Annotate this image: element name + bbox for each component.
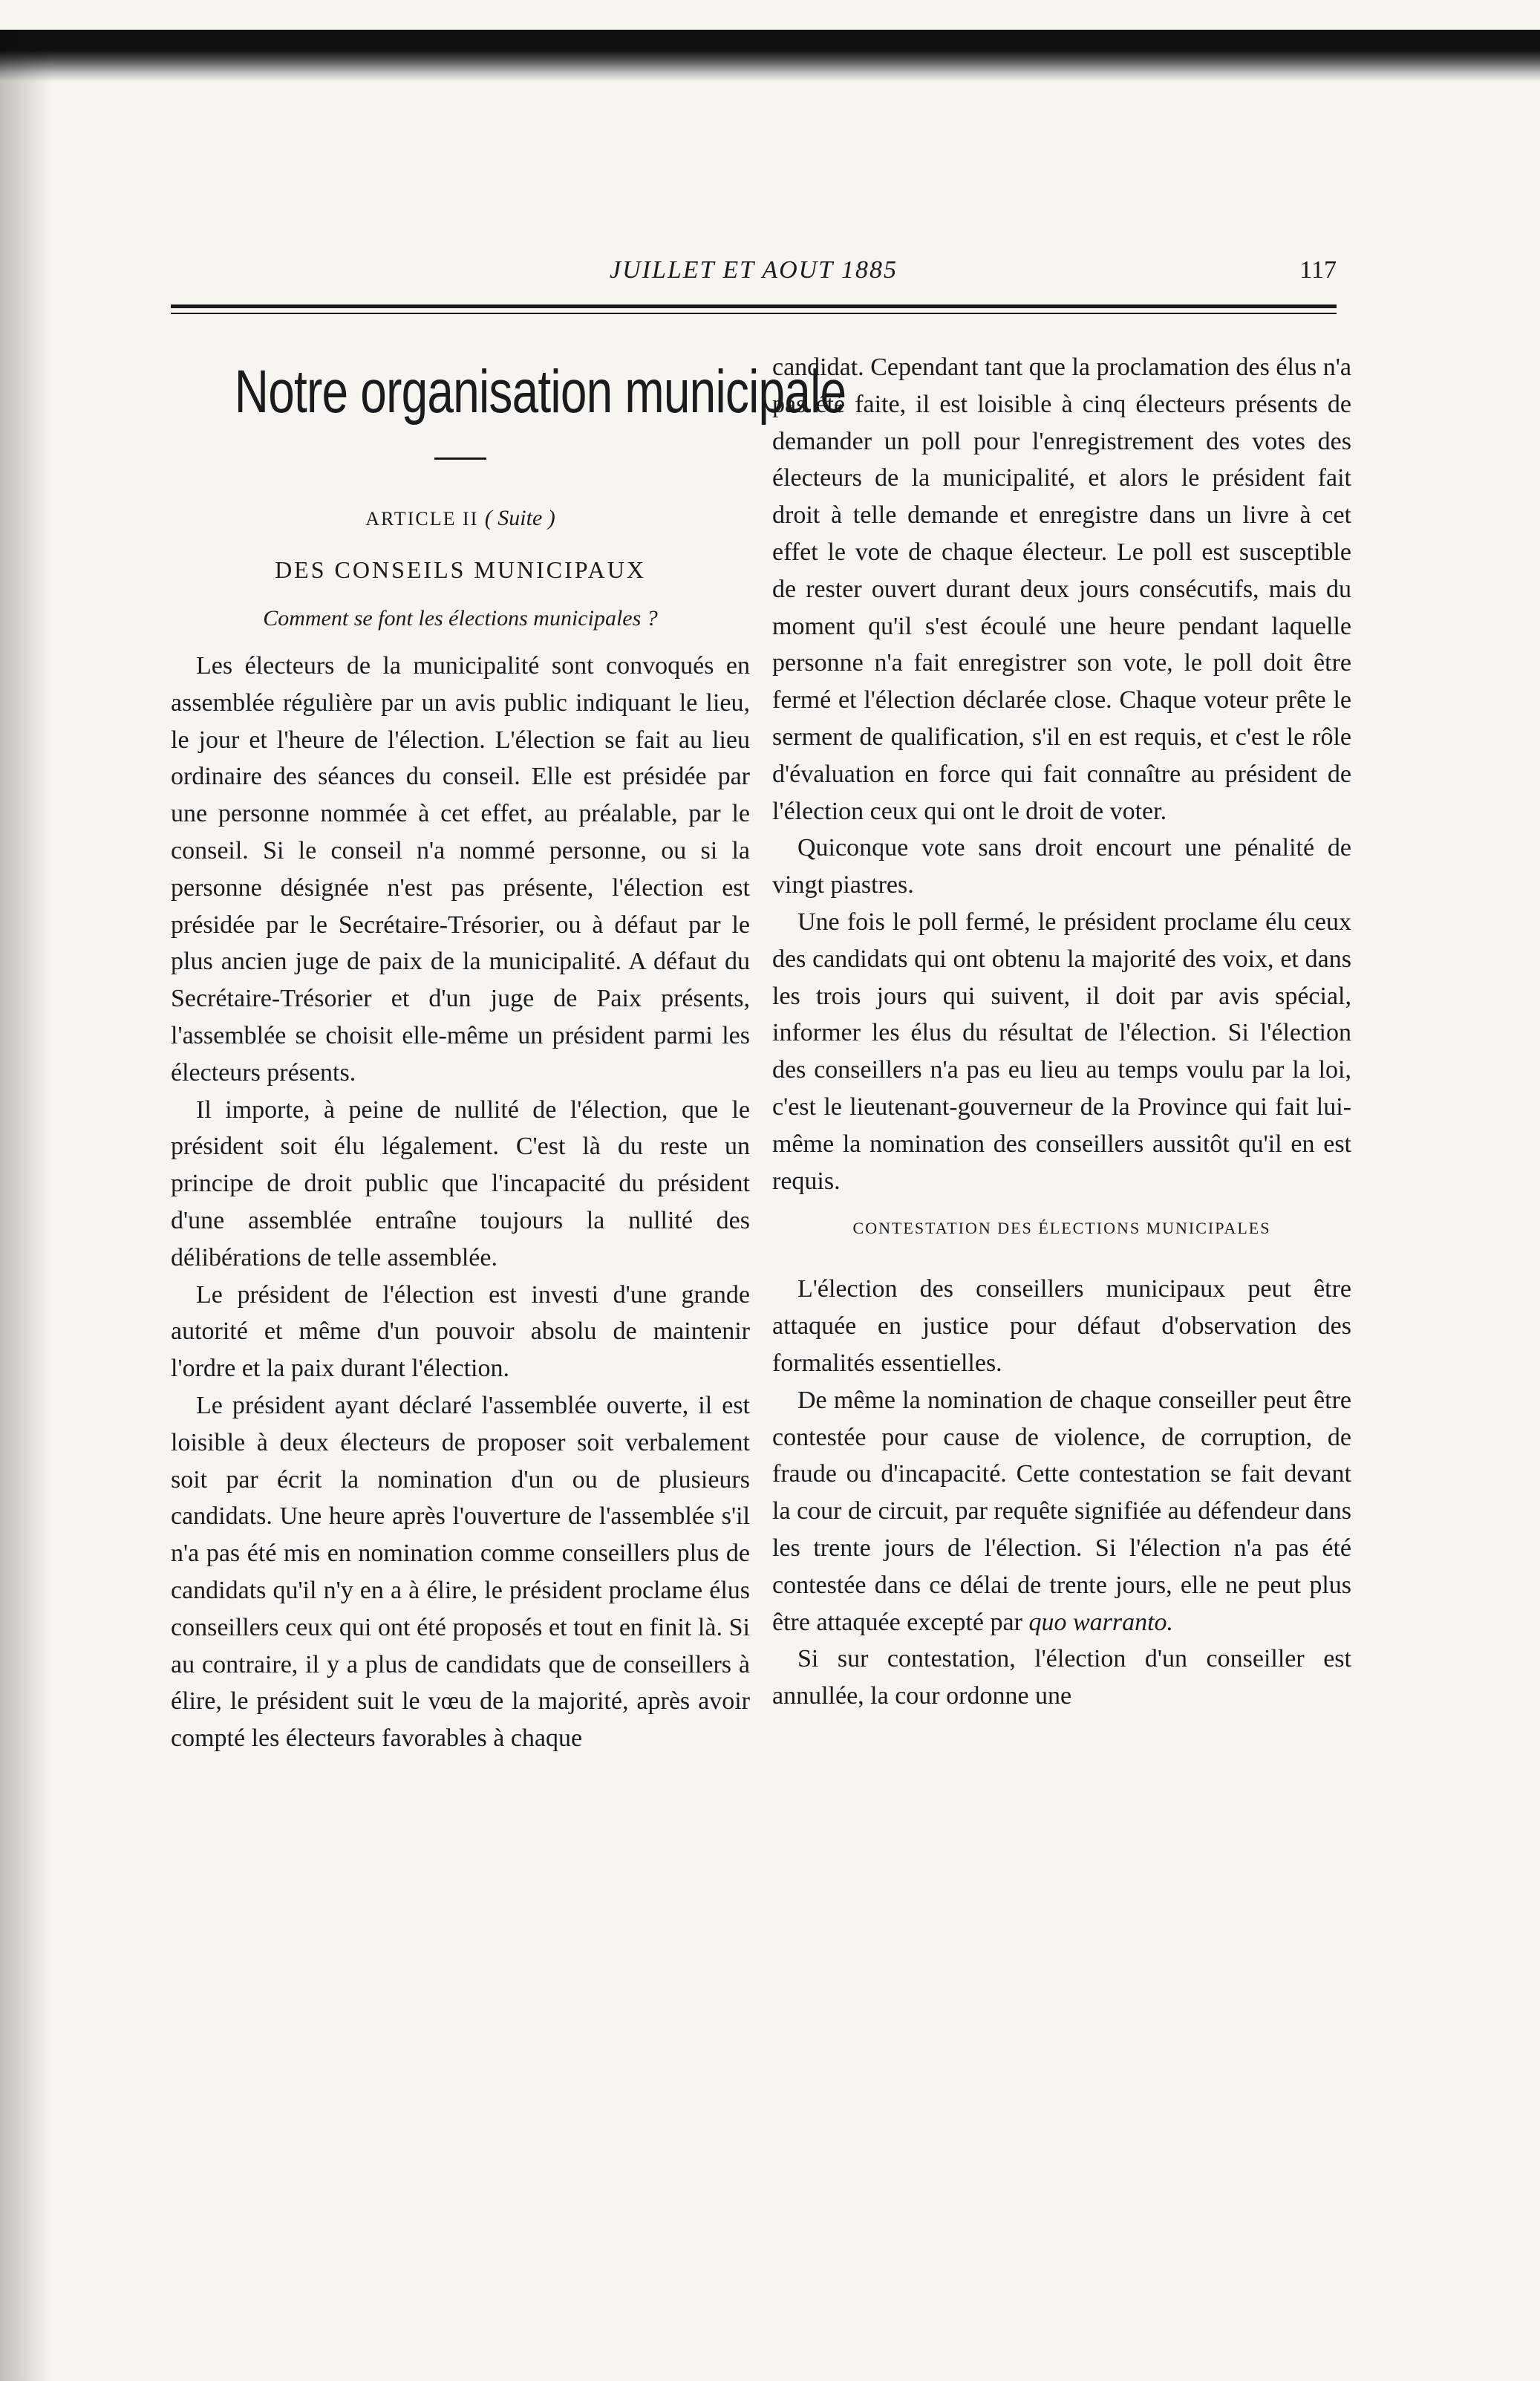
- right-column: [772, 349, 1351, 1715]
- paragraph: candidat. Cependant tant que la proclamation des élus n'a pas été faite, il est loisible à cinq électeurs présents de demander un poll pour l'enregistrement des votes des électeurs de la municipalité, et alors le président fait droit à telle demande et enregistre dans un livre à cet effet le vote de chaque électeur. Le poll est susceptible de rester ouvert durant deux jours consécutifs, mais du moment qu'il s'est écoulé une heure pendant laquelle personne n'a fait enregistrer son vote, le poll doit être fermé et l'élection déclarée close. Chaque voteur prête le serment de qualification, s'il en est requis, et c'est le rôle d'évaluation en force qui fait connaître au président de l'élection ceux qui ont le droit de voter.: [772, 354, 1351, 825]
- section-title: DES CONSEILS MUNICIPAUX: [275, 556, 646, 583]
- header-rule-thick: [171, 304, 1337, 308]
- page-top-edge: [0, 30, 1540, 82]
- paragraph: L'élection des conseillers municipaux peut être attaquée en justice pour défaut d'observation des formalités essentielles.: [772, 1275, 1351, 1377]
- page-left-shadow: [0, 30, 52, 2381]
- title-divider: [434, 457, 486, 460]
- running-title: JUILLET ET AOUT 1885: [610, 256, 898, 284]
- header-rule-thin: [171, 313, 1337, 314]
- subhead-suite: ( Suite ): [484, 506, 555, 530]
- left-column: [171, 349, 846, 1757]
- paragraph: [772, 1382, 1351, 1641]
- paragraph-text: De même la nomination de chaque conseiller peut être contestée pour cause de violence, de corruption, de fraude ou d'incapacité. Cette contestation se fait devant la cour de circuit, par requête signifiée au défendeur dans les trente jours de l'élection. Si l'élection n'a pas été contestée dans ce délai de trente jours, elle ne peut plus être attaquée excepté par: [772, 1386, 1351, 1636]
- paragraph: Une fois le poll fermé, le président proclame élu ceux des candidats qui ont obtenu la majorité des voix, et dans les trois jours qui suivent, il doit par avis spécial, informer les élus du résultat de l'élection. Si l'élection des conseillers n'a pas eu lieu au temps voulu par la loi, c'est le lieutenant-gouverneur de la Province qui fait lui-même la nomination des conseillers aussitôt qu'il en est requis.: [772, 908, 1351, 1195]
- page-number: 117: [1299, 256, 1337, 284]
- paragraph: Quiconque vote sans droit encourt une pénalité de vingt piastres.: [772, 834, 1351, 899]
- article-title: Notre organisation municipale: [234, 358, 846, 426]
- paragraph: Il importe, à peine de nullité de l'élection, que le président soit élu légalement. C'est là du reste un principe de droit public que l'incapacité du président d'une assemblée entraîne toujours la nullité des délibérations de telle assemblée.: [171, 1095, 750, 1271]
- latin-term: quo warranto.: [1028, 1608, 1174, 1636]
- paragraph: Le président de l'élection est investi d'une grande autorité et même d'un pouvoir absolu de maintenir l'ordre et la paix durant l'élection.: [171, 1280, 750, 1383]
- paragraph: Les électeurs de la municipalité sont convoqués en assemblée régulière par un avis public indiquant le lieu, le jour et l'heure de l'élection. L'élection se fait au lieu ordinaire des séances du conseil. Elle est présidée par une personne nommée à cet effet, au préalable, par le conseil. Si le conseil n'a nommé personne, ou si la personne désignée n'est pas présente, l'élection est présidée par le Secrétaire-Trésorier, ou à défaut par le plus ancien juge de paix de la municipalité. A défaut du Secrétaire-Trésorier et d'un juge de Paix présents, l'assemblée se choisit elle-même un président parmi les électeurs présents.: [171, 652, 750, 1087]
- contestation-heading: CONTESTATION DES ÉLECTIONS MUNICIPALES: [852, 1219, 1271, 1238]
- article-subhead: [171, 506, 750, 531]
- running-header: [171, 256, 1337, 301]
- section-question: Comment se font les élections municipales ?: [263, 606, 658, 631]
- paragraph: Le président ayant déclaré l'assemblée ouverte, il est loisible à deux électeurs de proposer soit verbalement soit par écrit la nomination d'un ou de plusieurs candidats. Une heure après l'ouverture de l'assemblée s'il n'a pas été mis en nomination comme conseillers plus de candidats qu'il n'y en a à élire, le président proclame élus conseillers ceux qui ont été proposés et tout en finit là. Si au contraire, il y a plus de candidats que de conseillers à élire, le président suit le vœu de la majorité, après avoir compté les électeurs favorables à chaque: [171, 1391, 750, 1753]
- paragraph: Si sur contestation, l'élection d'un conseiller est annullée, la cour ordonne une: [772, 1645, 1351, 1710]
- subhead-article: ARTICLE II: [365, 508, 479, 530]
